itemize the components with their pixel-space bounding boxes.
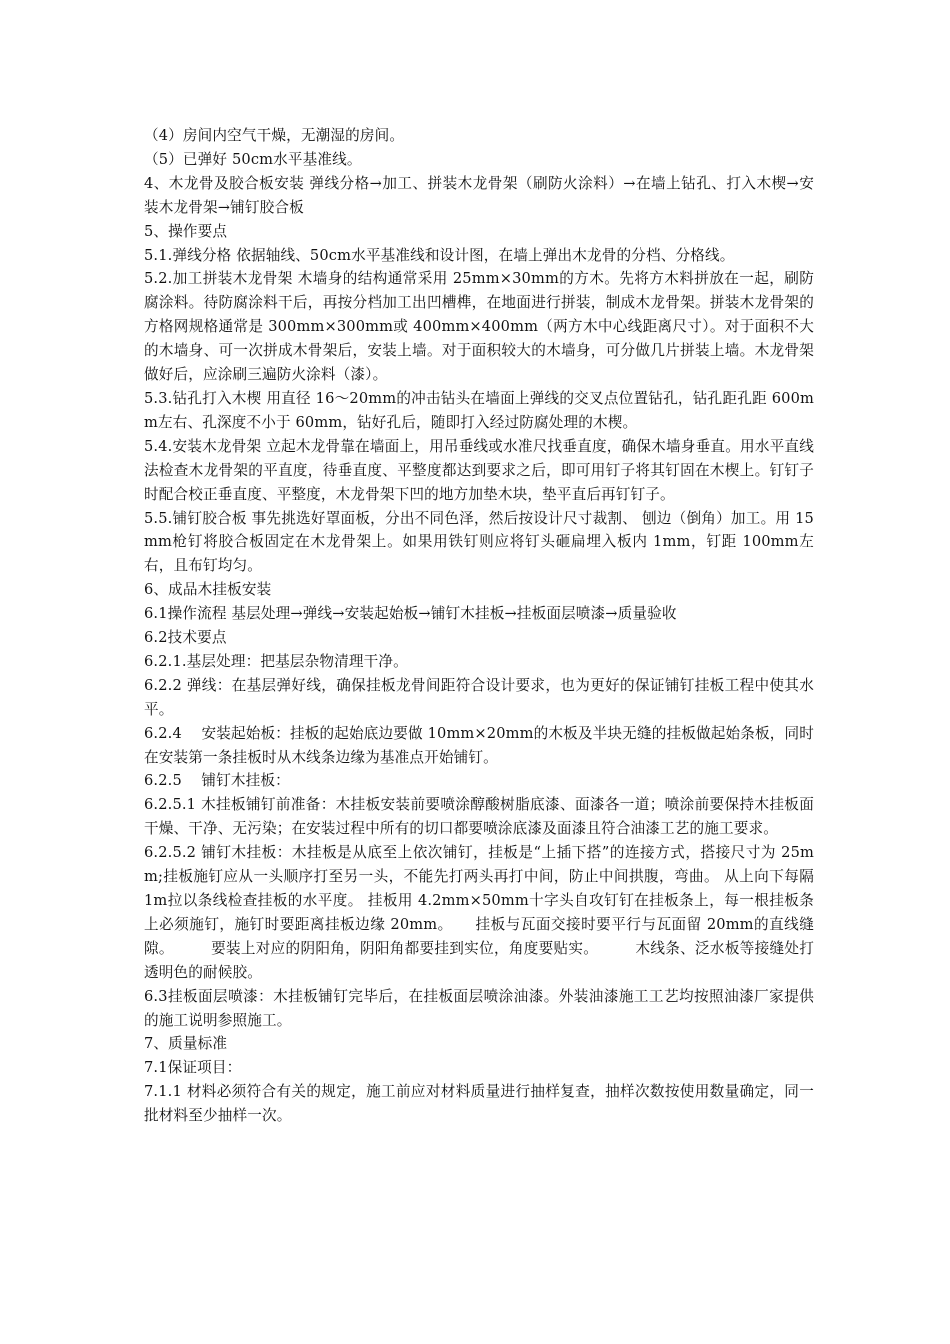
section-5-heading: 5、操作要点 [144,222,228,240]
section-7-heading: 7、质量标准 [144,1035,228,1053]
section-6-2-5: 6.2.5 铺钉木挂板： [144,772,290,790]
document-page [144,124,819,1128]
section-6-2-4: 6.2.4 安装起始板：挂板的起始底边要做 10mm×20mm的木板及半块无缝的挂板做起始条板，同时在安装第一条挂板时从木线条边缘为基准点开始铺钉。 [144,724,814,766]
section-6-2-5-2: 6.2.5.2 铺钉木挂板：木挂板是从底至上依次铺钉，挂板是“上插下搭”的连接方式，搭接尺寸为 25mm;挂板施钉应从一头顺序打至另一头，不能先打两头再打中间，防止中间拱腹，弯曲。 从上向下每隔 1m拉以条线检查挂板的水平度。 挂板用 4.2mm×50mm十字头自攻钉钉在挂板条上，每一根挂板条上必须施钉，施钉时要距离挂板边缘 20mm。 挂板与瓦面交接时要平行与瓦面留 20mm的直线缝隙。 要装上对应的阴阳角，阴阳角都要挂到实位，角度要贴实。 木线条、泛水板等接缝处打透明色的耐候胶。 [144,844,819,981]
section-5-4: 5.4.安装木龙骨架 立起木龙骨靠在墙面上，用吊垂线或水准尺找垂直度，确保木墙身垂直。用水平直线法检查木龙骨架的平直度，待垂直度、平整度都达到要求之后，即可用钉子将其钉固在木楔上。钉钉子时配合校正垂直度、平整度，木龙骨架下凹的地方加垫木块，垫平直后再钉钉子。 [144,437,814,503]
section-6-2-heading: 6.2技术要点 [144,629,227,647]
section-7-1-1: 7.1.1 材料必须符合有关的规定，施工前应对材料质量进行抽样复查，抽样次数按使用数量确定，同一批材料至少抽样一次。 [144,1083,814,1125]
section-6-2-2: 6.2.2 弹线：在基层弹好线，确保挂板龙骨间距符合设计要求，也为更好的保证铺钉挂板工程中使其水平。 [144,676,814,718]
section-6-heading: 6、成品木挂板安装 [144,581,272,599]
section-6-2-1: 6.2.1.基层处理：把基层杂物清理干净。 [144,652,408,670]
section-5-3: 5.3.钻孔打入木楔 用直径 16～20mm的冲击钻头在墙面上弹线的交叉点位置钻孔，钻孔距孔距 600mm左右、孔深度不小于 60mm，钻好孔后，随即打入经过防腐处理的木楔。 [144,389,814,431]
section-5-5: 5.5.铺钉胶合板 事先挑选好罩面板，分出不同色泽，然后按设计尺寸裁割、 刨边（倒角）加工。用 15mm枪钉将胶合板固定在木龙骨架上。如果用铁钉则应将钉头砸扁埋入板内 1mm，钉距 100mm左右，且布钉均匀。 [144,509,814,575]
section-6-3: 6.3挂板面层喷漆：木挂板铺钉完毕后，在挂板面层喷涂油漆。外装油漆施工工艺均按照油漆厂家提供的施工说明参照施工。 [144,987,814,1029]
section-5-2: 5.2.加工拼装木龙骨架 木墙身的结构通常采用 25mm×30mm的方木。先将方木料拼放在一起，刷防腐涂料。待防腐涂料干后，再按分档加工出凹槽榫，在地面进行拼装，制成木龙骨架。拼装木龙骨架的方格网规格通常是 300mm×300mm或 400mm×400mm（两方木中心线距离尺寸）。对于面积不大的木墙身、可一次拼成木骨架后，安装上墙。对于面积较大的木墙身，可分做几片拼装上墙。木龙骨架做好后，应涂刷三遍防火涂料（漆）。 [144,270,814,384]
section-6-1: 6.1操作流程 基层处理→弹线→安装起始板→铺钉木挂板→挂板面层喷漆→质量验收 [144,605,677,623]
section-7-1-heading: 7.1保证项目： [144,1059,242,1077]
section-5-1: 5.1.弹线分格 依据轴线、50cm水平基准线和设计图，在墙上弹出木龙骨的分档、分格线。 [144,246,735,264]
section-4-keel-and-plywood: 4、木龙骨及胶合板安装 弹线分格→加工、拼装木龙骨架（刷防火涂料）→在墙上钻孔、打入木楔→安装木龙骨架→铺钉胶合板 [144,174,814,216]
paragraph-item-4: （4）房间内空气干燥，无潮湿的房间。 [144,127,405,144]
paragraph-item-5: （5）已弹好 50cm水平基准线。 [144,150,362,168]
section-6-2-5-1: 6.2.5.1 木挂板铺钉前准备：木挂板安装前要喷涂醇酸树脂底漆、面漆各一道；喷涂前要保持木挂板面干燥、干净、无污染；在安装过程中所有的切口都要喷涂底漆及面漆且符合油漆工艺的施工要求。 [144,796,814,838]
